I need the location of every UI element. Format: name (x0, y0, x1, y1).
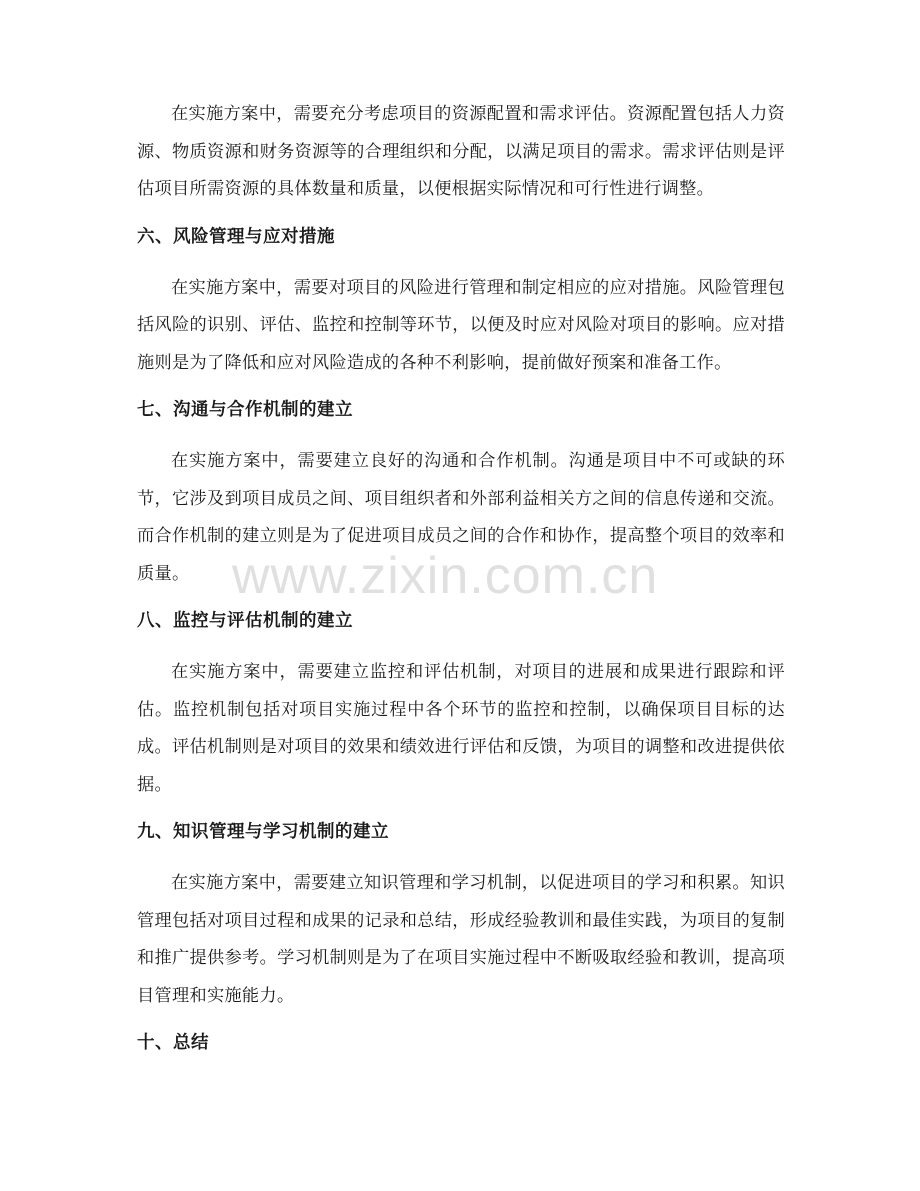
heading-communication: 七、沟通与合作机制的建立 (137, 400, 353, 420)
document-page (137, 96, 785, 1058)
paragraph-resource-allocation: 在实施方案中，需要充分考虑项目的资源配置和需求评估。资源配置包括人力资源、物质资源和财务资源等的合理组织和分配，以满足项目的需求。需求评估则是评估项目所需资源的具体数量和质量，以便根据实际情况和可行性进行调整。 (137, 104, 785, 199)
heading-summary: 十、总结 (137, 1033, 209, 1053)
paragraph-knowledge-management: 在实施方案中，需要建立知识管理和学习机制，以促进项目的学习和积累。知识管理包括对项目过程和成果的记录和总结，形成经验教训和最佳实践，为项目的复制和推广提供参考。学习机制则是为了在项目实施过程中不断吸取经验和教训，提高项目管理和实施能力。 (137, 873, 785, 1006)
heading-knowledge-management: 九、知识管理与学习机制的建立 (137, 822, 389, 842)
heading-monitoring: 八、监控与评估机制的建立 (137, 611, 353, 631)
heading-risk-management: 六、风险管理与应对措施 (137, 226, 335, 247)
paragraph-risk-management: 在实施方案中，需要对项目的风险进行管理和制定相应的应对措施。风险管理包括风险的识别、评估、监控和控制等环节，以便及时应对风险对项目的影响。应对措施则是为了降低和应对风险造成的各种不利影响，提前做好预案和准备工作。 (137, 277, 785, 373)
paragraph-communication: 在实施方案中，需要建立良好的沟通和合作机制。沟通是项目中不可或缺的环节，它涉及到项目成员之间、项目组织者和外部利益相关方之间的信息传递和交流。而合作机制的建立则是为了促进项目成员之间的合作和协作，提高整个项目的效率和质量。 (137, 451, 785, 584)
paragraph-monitoring: 在实施方案中，需要建立监控和评估机制，对项目的进展和成果进行跟踪和评估。监控机制包括对项目实施过程中各个环节的监控和控制，以确保项目目标的达成。评估机制则是对项目的效果和绩效进行评估和反馈，为项目的调整和改进提供依据。 (137, 662, 785, 795)
watermark: www.zixin.com.cn (232, 547, 659, 605)
